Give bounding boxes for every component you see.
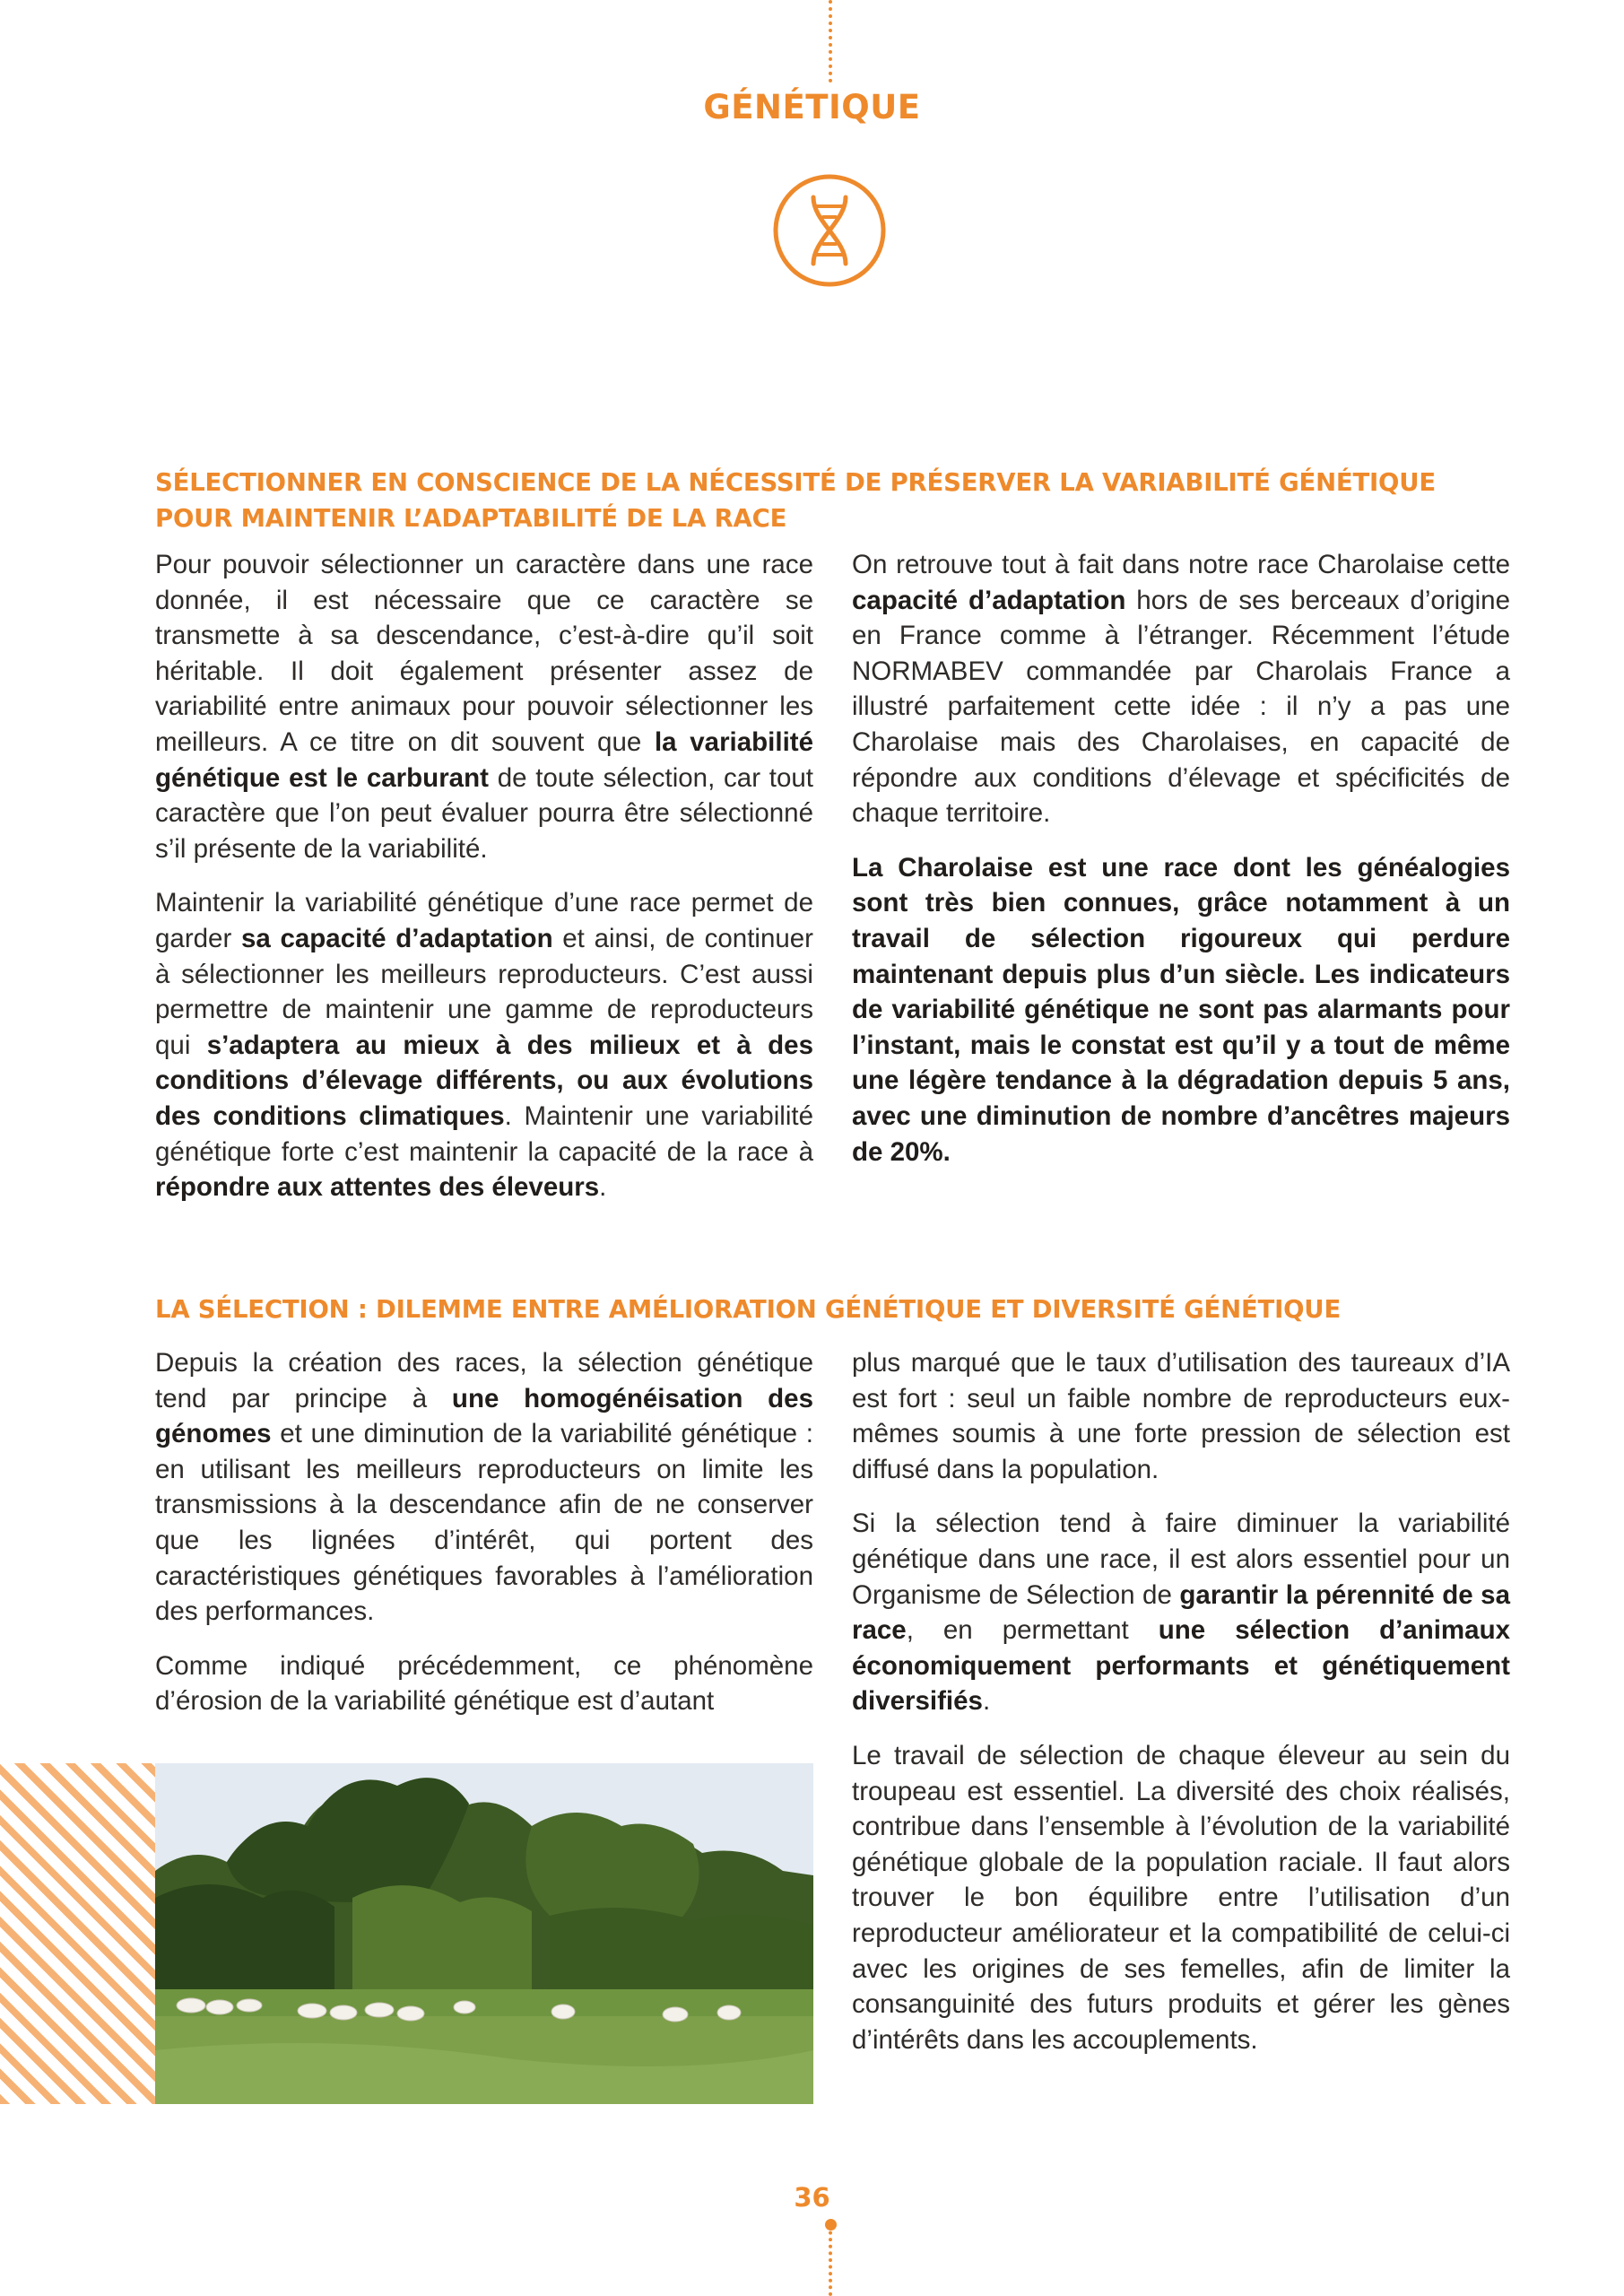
section2-left-paragraph-1: Depuis la création des races, la sélection génétique tend par principe à une homogénéisation des génomes et une diminution de la variabilité génétique : en utilisant les meilleurs reproducteurs on limite les transmissions à la descendance afin de ne conserver que les lignées d’intérêt, qui portent des caractéristiques génétiques favorables à l’amélioration des performances. <box>155 1348 813 1627</box>
section1-left-paragraph-1: Pour pouvoir sélectionner un caractère dans une race donnée, il est nécessaire que ce caractère se transmette à sa descendance, c’est-à-dire qu’il soit héritable. Il doit également présenter assez de variabilité entre animaux pour pouvoir sélectionner les meilleurs. A ce titre on dit souvent que la variabilité génétique est le carburant de toute sélection, car tout caractère que l’on peut évaluer pourra être sélectionné s’il présente de la variabilité. <box>155 550 813 864</box>
section1-heading-line2: POUR MAINTENIR L’ADAPTABILITÉ DE LA RACE <box>155 504 787 533</box>
section1-left-column <box>155 547 813 1224</box>
section2-right-paragraph-3: Le travail de sélection de chaque éleveur au sein du troupeau est essentiel. La diversité des choix réalisés, contribue dans l’ensemble à l’évolution de la variabilité génétique globale de la population raciale. Il faut alors trouver le bon équilibre entre l’utilisation d’un reproducteur améliorateur et la compatibilité de celui-ci avec les origines de ses femelles, afin de limiter la consanguinité des futurs produits et gérer les gènes d’intérêts dans les accouplements. <box>852 1740 1510 2055</box>
section2-left-paragraph-2: Comme indiqué précédemment, ce phénomène d’érosion de la variabilité génétique est d’autant <box>155 1650 813 1717</box>
section2-right-column <box>852 1345 1510 2076</box>
bottom-dotted-line <box>829 2224 832 2296</box>
page-number: 36 <box>794 2182 830 2213</box>
pasture-photo <box>155 1763 813 2104</box>
section1-left-paragraph-2: Maintenir la variabilité génétique d’une race permet de garder sa capacité d’adaptation et ainsi, de continuer à sélectionner les meilleurs reproducteurs. C’est aussi permettre de maintenir une gamme de reproducteurs qui s’adaptera au mieux à des milieux et à des conditions d’élevage différents, ou aux évolutions des conditions climatiques. Maintenir une variabilité génétique forte c’est maintenir la capacité de la race à répondre aux attentes des éleveurs. <box>155 888 813 1203</box>
section1-right-column <box>852 547 1510 1188</box>
section2-right-paragraph-1: plus marqué que le taux d’utilisation des taureaux d’IA est fort : seul un faible nombre de reproducteurs eux-mêmes soumis à une forte pression de sélection est diffusé dans la population. <box>852 1348 1510 1484</box>
section2-left-column <box>155 1345 813 1738</box>
top-dotted-line <box>829 0 832 83</box>
dna-icon <box>771 172 888 289</box>
section2-heading: LA SÉLECTION : DILEMME ENTRE AMÉLIORATION GÉNÉTIQUE ET DIVERSITÉ GÉNÉTIQUE <box>155 1295 1342 1324</box>
section1-right-paragraph-1: On retrouve tout à fait dans notre race Charolaise cette capacité d’adaptation hors de ses berceaux d’origine en France comme à l’étranger. Récemment l’étude NORMABEV commandée par Charolais France a illustré parfaitement cette idée : il n’y a pas une Charolaise mais des Charolaises, en capacité de répondre aux conditions d’élevage et spécificités de chaque territoire. <box>852 550 1510 829</box>
section1-right-paragraph-2: La Charolaise est une race dont les généalogies sont très bien connues, grâce notamment à un travail de sélection rigoureux qui perdure maintenant depuis plus d’un siècle. Les indicateurs de variabilité génétique ne sont pas alarmants pour l’instant, mais le constat est qu’il y a tout de même une légère tendance à la dégradation depuis 5 ans, avec une diminution de nombre d’ancêtres majeurs de 20%. <box>852 852 1510 1167</box>
section1-heading-line1: SÉLECTIONNER EN CONSCIENCE DE LA NÉCESSITÉ DE PRÉSERVER LA VARIABILITÉ GÉNÉTIQUE <box>155 468 1436 497</box>
section2-right-paragraph-2: Si la sélection tend à faire diminuer la variabilité génétique dans une race, il est alors essentiel pour un Organisme de Sélection de garantir la pérennité de sa race, en permettant une sélection d’animaux économiquement performants et génétiquement diversifiés. <box>852 1509 1510 1717</box>
page-title: GÉNÉTIQUE <box>703 88 921 126</box>
decorative-stripes <box>0 1763 155 2104</box>
section1-heading <box>155 465 1518 536</box>
